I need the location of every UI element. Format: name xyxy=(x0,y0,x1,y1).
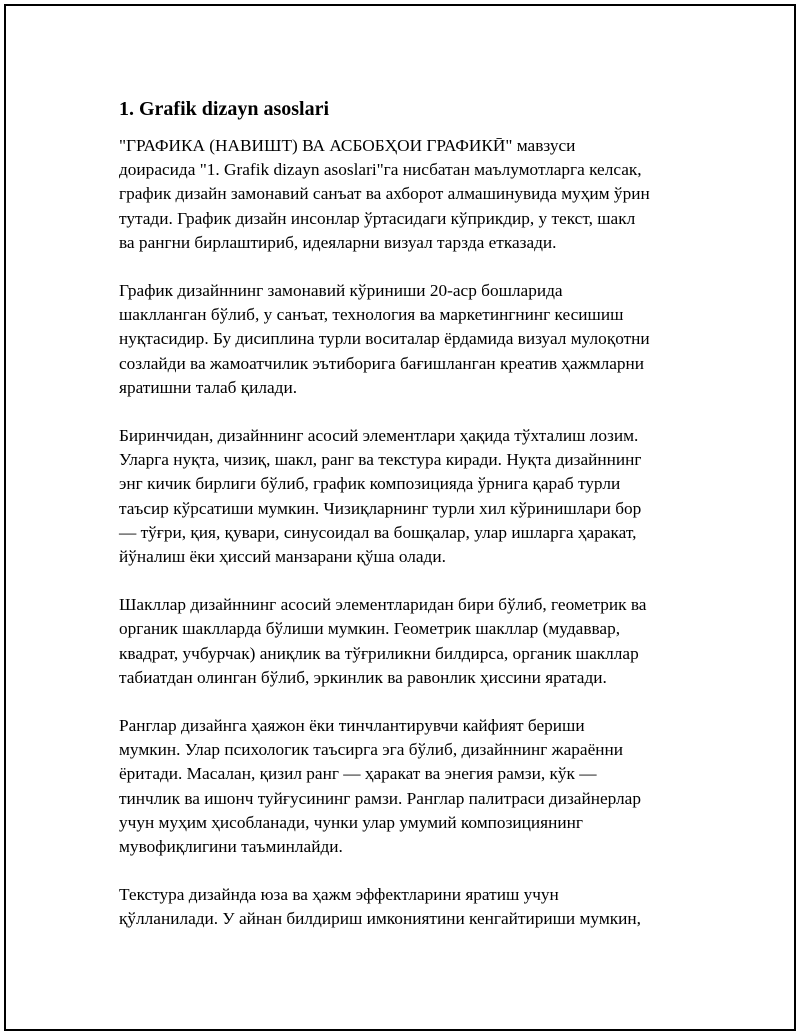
section-heading: 1. Grafik dizayn asoslari xyxy=(119,98,330,120)
document-content xyxy=(119,94,694,956)
paragraph-texture: Текстура дизайнда юза ва ҳажм эффектларини яратиш учун қўлланилади. У айнан билдириш имкониятини кенгайтириши мумкин, xyxy=(119,885,641,929)
paragraph-shapes: Шакллар дизайннинг асосий элементларидан бири бўлиб, геометрик ва органик шаклларда бўлиши мумкин. Геометрик шакллар (мудаввар, квадрат, учбурчак) аниқлик ва тўғриликни билдирса, органик шакллар табиатдан олинган бўлиб, эркинлик ва равонлик ҳиссини яратади. xyxy=(119,595,647,687)
paragraph-intro: "ГРАФИКА (НАВИШТ) ВА АСБОБҲОИ ГРАФИКӢ" мавзуси доирасида "1. Grafik dizayn asoslari"га нисбатан маълумотларга келсак, график дизайн замонавий санъат ва ахборот алмашинувида муҳим ўрин тутади. График дизайн инсонлар ўртасидаги кўприкдир, у текст, шакл ва рангни бирлаштириб, идеяларни визуал тарзда етказади. xyxy=(119,136,650,252)
paragraph-history: График дизайннинг замонавий кўриниши 20-аср бошларида шаклланган бўлиб, у санъат, технология ва маркетингнинг кесишиш нуқтасидир. Бу дисиплина турли воситалар ёрдамида визуал мулоқотни созлайди ва жамоатчилик эътиборига бағишланган креатив ҳажмларни яратишни талаб қилади. xyxy=(119,281,650,397)
paragraph-elements: Биринчидан, дизайннинг асосий элементлари ҳақида тўхталиш лозим. Уларга нуқта, чизиқ, шакл, ранг ва текстура киради. Нуқта дизайннинг энг кичик бирлиги бўлиб, график композицияда ўрнига қараб турли таъсир кўрсатиши мумкин. Чизиқларнинг турли хил кўринишлари бор — тўғри, қия, қувари, синусоидал ва бошқалар, улар ишларга ҳаракат, йўналиш ёки ҳиссий манзарани қўша олади. xyxy=(119,426,642,567)
paragraph-colors: Ранглар дизайнга ҳаяжон ёки тинчлантирувчи кайфият бериши мумкин. Улар психологик таъсирга эга бўлиб, дизайннинг жараённи ёритади. Масалан, қизил ранг — ҳаракат ва энегия рамзи, кўк — тинчлик ва ишонч туйғусининг рамзи. Ранглар палитраси дизайнерлар учун муҳим ҳисобланади, чунки улар умумий композициянинг мувофиқлигини таъминлайди. xyxy=(119,716,641,857)
document-page xyxy=(4,4,796,1031)
